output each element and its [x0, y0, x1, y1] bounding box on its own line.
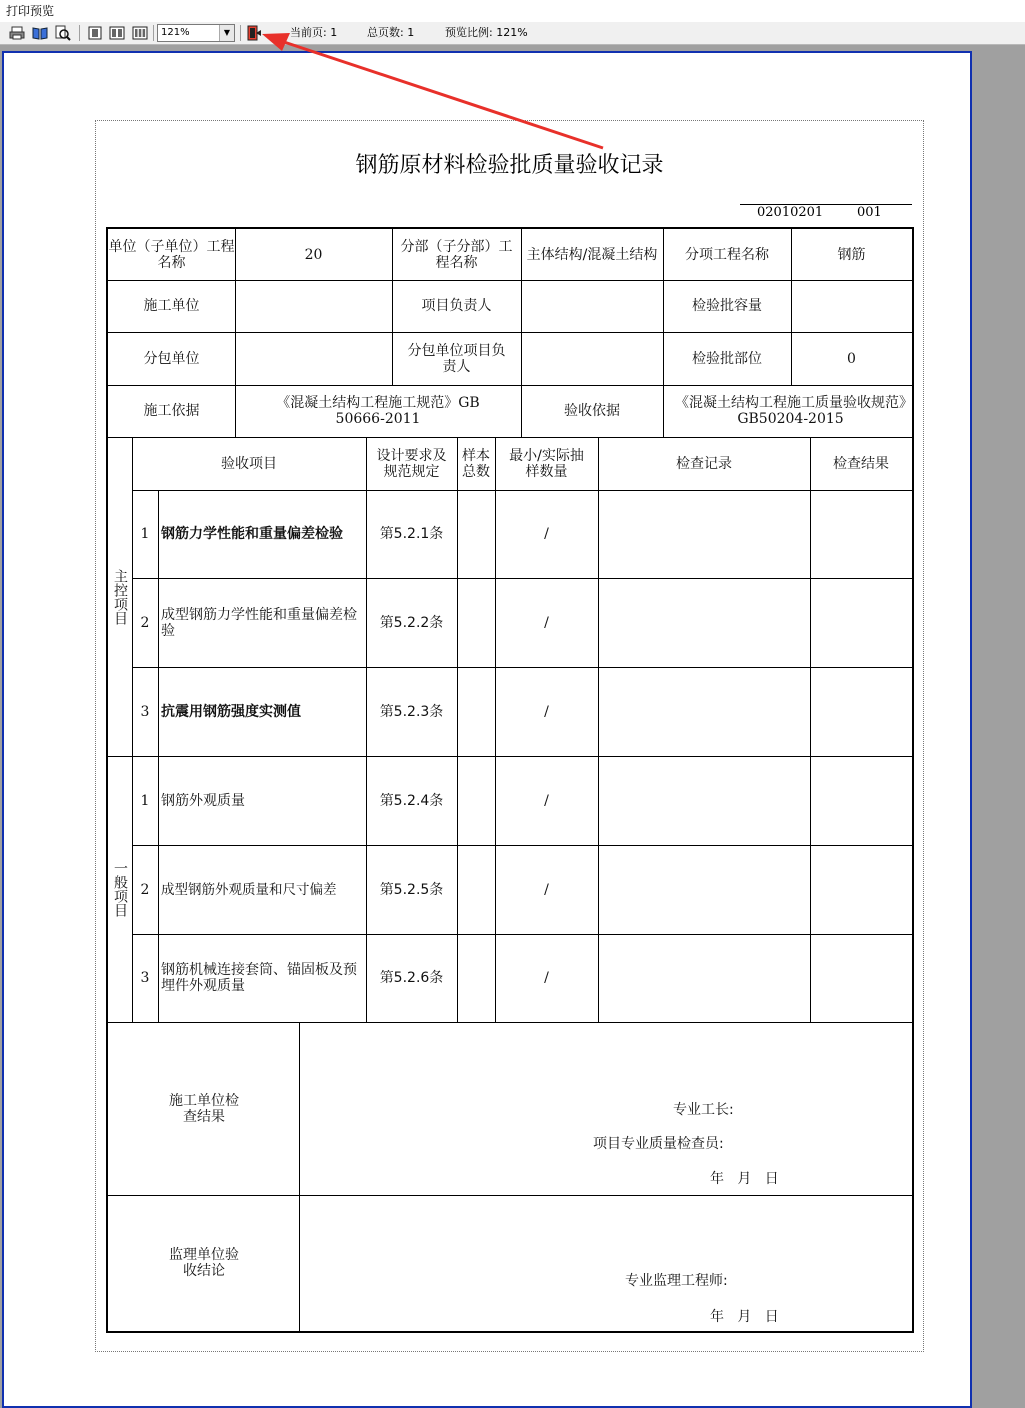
contractor-label: 施工单位 — [143, 298, 200, 314]
project-manager-label: 项目负责人 — [421, 298, 492, 314]
main-item-number: 3 — [140, 703, 150, 720]
main-item-name: 钢筋力学性能和重量偏差检验 — [161, 526, 343, 542]
current-page-label: 当前页: — [290, 26, 327, 39]
toolbar-separator — [153, 25, 154, 41]
main-item-name: 抗震用钢筋强度实测值 — [161, 703, 301, 720]
header-design: 设计要求及规范规定 — [376, 447, 447, 480]
general-item-name: 钢筋外观质量 — [161, 792, 245, 809]
project-manager-value — [521, 280, 663, 332]
general-item-name: 钢筋机械连接套筒、锚固板及预埋件外观质量 — [161, 962, 357, 994]
construction-basis-label: 施工依据 — [143, 403, 200, 419]
main-item-clause: 第5.2.3条 — [379, 703, 444, 720]
document-code-number: 02010201 — [757, 205, 824, 220]
general-item-sample: / — [544, 881, 549, 898]
sub-manager-label: 分包单位项目负责人 — [407, 342, 506, 375]
document-code-suffix: 001 — [857, 205, 882, 220]
zoom-icon[interactable] — [54, 24, 72, 42]
toolbar-separator — [240, 25, 241, 41]
main-control-group-label: 主控项目 — [112, 568, 128, 625]
acceptance-basis-label: 验收依据 — [564, 403, 620, 419]
inspection-form — [106, 227, 914, 1333]
sub-project-value: 主体结构/混凝土结构 — [526, 246, 658, 263]
total-pages-value: 1 — [407, 26, 415, 39]
general-item-clause: 第5.2.6条 — [379, 970, 444, 986]
general-item-number: 3 — [140, 970, 150, 986]
main-item-sample: / — [544, 614, 549, 631]
supervisor-check-label: 监理单位验收结论 — [169, 1247, 239, 1279]
foreman-signature-label: 专业工长: — [673, 1102, 734, 1118]
preview-ratio-label: 预览比例: — [445, 26, 493, 39]
contractor-value — [235, 280, 392, 332]
supervisor-engineer-signature-label: 专业监理工程师: — [625, 1273, 728, 1289]
contractor-check-label: 施工单位检查结果 — [169, 1092, 239, 1125]
quality-inspector-signature-label: 项目专业质量检查员: — [593, 1136, 724, 1152]
multi-page-icon[interactable] — [131, 24, 149, 42]
main-item-clause: 第5.2.1条 — [379, 526, 444, 542]
main-item-number: 1 — [140, 526, 150, 542]
window-title: 打印预览 — [6, 4, 55, 18]
main-item-sample: / — [544, 526, 549, 542]
header-item: 验收项目 — [221, 455, 277, 472]
contractor-date: 年 月 日 — [710, 1171, 779, 1187]
book-icon[interactable] — [31, 24, 49, 42]
current-page-value: 1 — [330, 26, 338, 39]
main-item-name: 成型钢筋力学性能和重量偏差检验 — [161, 606, 357, 639]
document-code — [740, 204, 912, 220]
zoom-select[interactable] — [157, 24, 235, 42]
construction-basis-value: 《混凝土结构工程施工规范》GB 50666-2011 — [276, 395, 480, 427]
subcontractor-value — [235, 332, 392, 385]
unit-name-value: 20 — [304, 246, 323, 263]
preview-ratio-info — [445, 22, 528, 44]
zoom-value: 121% — [161, 27, 190, 38]
header-record: 检查记录 — [676, 455, 732, 472]
general-item-sample: / — [544, 970, 549, 986]
supervisor-date: 年 月 日 — [710, 1309, 779, 1325]
subcontractor-label: 分包单位 — [143, 350, 200, 367]
batch-capacity-label: 检验批容量 — [692, 298, 762, 314]
main-item-clause: 第5.2.2条 — [379, 614, 444, 631]
header-result: 检查结果 — [833, 455, 889, 472]
acceptance-basis-value: 《混凝土结构工程施工质量验收规范》GB50204-2015 — [675, 395, 906, 427]
two-page-icon[interactable] — [108, 24, 126, 42]
general-item-sample: / — [544, 792, 549, 809]
chevron-down-icon[interactable]: ▼ — [219, 25, 234, 41]
single-page-icon[interactable] — [86, 24, 104, 42]
item-project-value: 钢筋 — [837, 246, 866, 263]
header-sample-total: 样本总数 — [462, 447, 490, 480]
general-item-clause: 第5.2.5条 — [379, 881, 444, 898]
window-titlebar — [0, 0, 1025, 22]
toolbar — [0, 22, 1025, 45]
exit-icon[interactable] — [245, 24, 263, 42]
sub-manager-value — [521, 332, 663, 385]
header-sample-count: 最小/实际抽样数量 — [509, 447, 584, 480]
general-item-number: 1 — [140, 792, 150, 809]
batch-location-label: 检验批部位 — [692, 350, 762, 367]
general-group-label: 一般项目 — [112, 861, 128, 917]
total-pages-label: 总页数: — [367, 26, 404, 39]
print-icon[interactable] — [8, 24, 26, 42]
batch-location-value: 0 — [847, 350, 856, 367]
batch-capacity-value — [791, 280, 912, 332]
item-project-label: 分项工程名称 — [685, 246, 769, 263]
total-pages-info — [367, 22, 414, 44]
toolbar-separator — [79, 25, 80, 41]
preview-ratio-value: 121% — [496, 26, 528, 39]
general-item-name: 成型钢筋外观质量和尺寸偏差 — [161, 881, 337, 898]
sub-project-label: 分部（子分部）工程名称 — [400, 238, 513, 271]
main-item-number: 2 — [140, 614, 150, 631]
unit-name-label: 单位（子单位）工程名称 — [108, 238, 235, 271]
document-title: 钢筋原材料检验批质量验收记录 — [355, 153, 664, 178]
main-item-sample: / — [544, 703, 549, 720]
general-item-clause: 第5.2.4条 — [379, 792, 444, 809]
general-item-number: 2 — [140, 881, 150, 898]
current-page-info — [290, 22, 337, 44]
